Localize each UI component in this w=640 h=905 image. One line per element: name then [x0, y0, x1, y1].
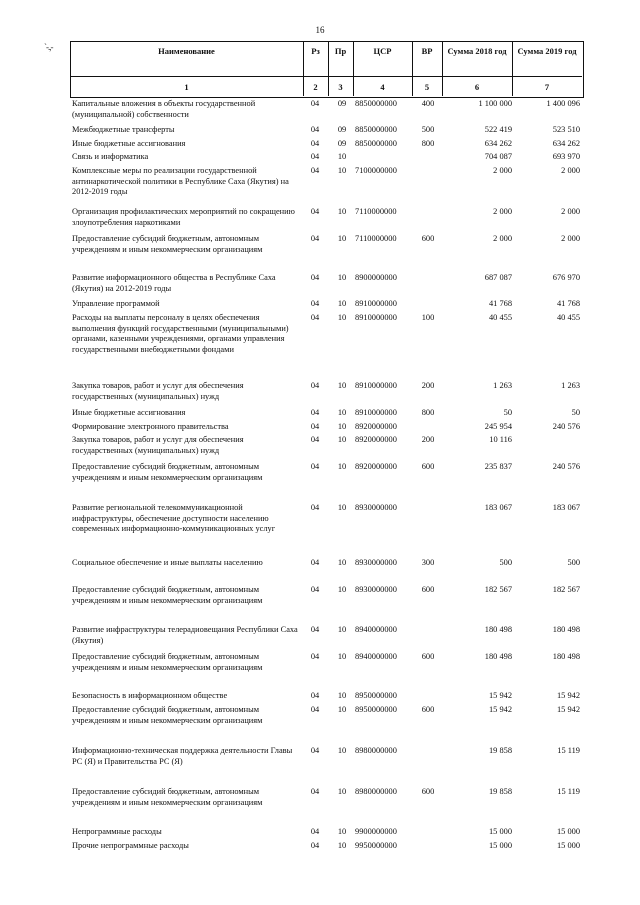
- row-name: Развитие инфраструктуры телерадиовещания Республики Саха (Якутия): [72, 625, 298, 645]
- row-rz: 04: [310, 125, 320, 134]
- row-sum-2019: 240 576: [552, 462, 580, 471]
- row-csr: 9900000000: [355, 827, 397, 836]
- row-sum-2019: 1 400 096: [546, 99, 580, 108]
- row-rz: 04: [310, 652, 320, 661]
- row-rz: 04: [310, 746, 320, 755]
- row-csr: 8910000000: [355, 381, 397, 390]
- row-pr: 10: [337, 558, 347, 567]
- row-sum-2018: 235 837: [484, 462, 512, 471]
- row-name: Предоставление субсидий бюджетным, автономным учреждениям и иным некоммерческим организациям: [72, 705, 263, 725]
- row-name: Формирование электронного правительства: [72, 422, 229, 431]
- row-name: Предоставление субсидий бюджетным, автономным учреждениям и иным некоммерческим организациям: [72, 652, 263, 672]
- row-vr: 800: [421, 139, 435, 148]
- row-csr: 8980000000: [355, 746, 397, 755]
- row-pr: 10: [337, 381, 347, 390]
- row-pr: 10: [337, 152, 347, 161]
- row-rz: 04: [310, 625, 320, 634]
- row-vr: 600: [421, 787, 435, 796]
- row-vr: 600: [421, 234, 435, 243]
- row-name: Предоставление субсидий бюджетным, автономным учреждениям и иным некоммерческим организациям: [72, 787, 263, 807]
- header-pr: Пр: [334, 46, 347, 56]
- row-csr: 8900000000: [355, 273, 397, 282]
- row-vr: 600: [421, 462, 435, 471]
- row-rz: 04: [310, 234, 320, 243]
- row-sum-2019: 693 970: [552, 152, 580, 161]
- col-number: 5: [424, 82, 430, 92]
- row-name: Комплексные меры по реализации государственной антинаркотической политики в Республике Саха (Якутия) на 2012-2019 годы: [72, 166, 289, 196]
- row-sum-2019: 41 768: [556, 299, 580, 308]
- row-pr: 10: [337, 299, 347, 308]
- row-sum-2019: 15 119: [557, 787, 580, 796]
- row-rz: 04: [310, 585, 320, 594]
- row-sum-2019: 15 119: [557, 746, 580, 755]
- row-csr: 8910000000: [355, 408, 397, 417]
- col-number: 1: [184, 82, 189, 92]
- row-name: Закупка товаров, работ и услуг для обеспечения государственных (муниципальных) нужд: [72, 435, 244, 455]
- header-divider: [70, 76, 582, 77]
- row-csr: 8850000000: [355, 139, 397, 148]
- col-number: 6: [474, 82, 480, 92]
- row-name: Социальное обеспечение и иные выплаты населению: [72, 558, 263, 567]
- row-sum-2019: 180 498: [552, 652, 580, 661]
- header-sum-2018: Сумма 2018 год: [447, 46, 507, 56]
- row-name: Связь и информатика: [72, 152, 149, 161]
- row-vr: 600: [421, 652, 435, 661]
- row-sum-2018: 2 000: [493, 234, 512, 243]
- row-sum-2018: 245 954: [484, 422, 512, 431]
- row-sum-2019: 15 000: [556, 827, 580, 836]
- row-pr: 10: [337, 787, 347, 796]
- row-name: Капитальные вложения в объекты государственной (муниципальной) собственности: [72, 99, 256, 119]
- row-pr: 10: [337, 166, 347, 175]
- row-sum-2018: 50: [503, 408, 512, 417]
- row-sum-2019: 15 942: [556, 691, 580, 700]
- row-rz: 04: [310, 435, 320, 444]
- row-rz: 04: [310, 705, 320, 714]
- row-name: Развитие региональной телекоммуникационной инфраструктуры, обеспечение доступности населению современных информационно-коммуникационных услуг: [72, 503, 276, 533]
- row-sum-2019: 40 455: [556, 313, 580, 322]
- row-sum-2018: 687 087: [484, 273, 512, 282]
- row-sum-2018: 10 116: [489, 435, 512, 444]
- row-sum-2019: 634 262: [552, 139, 580, 148]
- row-rz: 04: [310, 381, 320, 390]
- row-vr: 600: [421, 705, 435, 714]
- row-sum-2018: 182 567: [484, 585, 512, 594]
- row-csr: 7100000000: [355, 166, 397, 175]
- row-csr: 8910000000: [355, 299, 397, 308]
- row-sum-2018: 15 942: [488, 691, 512, 700]
- row-sum-2019: 2 000: [561, 166, 580, 175]
- row-sum-2018: 1 100 000: [478, 99, 512, 108]
- row-csr: 8850000000: [355, 99, 397, 108]
- row-sum-2018: 19 858: [488, 746, 512, 755]
- row-pr: 10: [337, 841, 347, 850]
- header-sum-2019: Сумма 2019 год: [517, 46, 577, 56]
- row-pr: 10: [337, 746, 347, 755]
- row-sum-2018: 2 000: [493, 166, 512, 175]
- row-vr: 600: [421, 585, 435, 594]
- row-name: Предоставление субсидий бюджетным, автономным учреждениям и иным некоммерческим организациям: [72, 585, 263, 605]
- row-csr: 8940000000: [355, 625, 397, 634]
- row-sum-2019: 676 970: [552, 273, 580, 282]
- row-pr: 10: [337, 652, 347, 661]
- row-rz: 04: [310, 313, 320, 322]
- row-sum-2018: 15 000: [488, 827, 512, 836]
- row-rz: 04: [310, 299, 320, 308]
- row-rz: 04: [310, 462, 320, 471]
- row-name: Информационно-техническая поддержка деятельности Главы РС (Я) и Правительства РС (Я): [72, 746, 293, 766]
- row-rz: 04: [310, 408, 320, 417]
- row-csr: 8950000000: [355, 691, 397, 700]
- row-name: Непрограммные расходы: [72, 827, 162, 836]
- row-pr: 10: [337, 408, 347, 417]
- row-sum-2019: 500: [567, 558, 580, 567]
- header-csr: ЦСР: [373, 46, 392, 56]
- row-sum-2019: 1 263: [561, 381, 580, 390]
- row-pr: 10: [337, 273, 347, 282]
- row-rz: 04: [310, 422, 320, 431]
- row-csr: 8940000000: [355, 652, 397, 661]
- row-csr: 8910000000: [355, 313, 397, 322]
- row-vr: 800: [421, 408, 435, 417]
- row-pr: 10: [337, 827, 347, 836]
- row-vr: 200: [421, 435, 435, 444]
- row-csr: 7110000000: [355, 207, 397, 216]
- row-name: Управление программой: [72, 299, 160, 308]
- row-name: Предоставление субсидий бюджетным, автономным учреждениям и иным некоммерческим организациям: [72, 462, 263, 482]
- row-pr: 09: [337, 99, 347, 108]
- row-name: Предоставление субсидий бюджетным, автономным учреждениям и иным некоммерческим организациям: [72, 234, 263, 254]
- row-vr: 100: [421, 313, 435, 322]
- col-number: 4: [380, 82, 385, 92]
- col-number: 7: [544, 82, 550, 92]
- row-rz: 04: [310, 787, 320, 796]
- row-rz: 04: [310, 166, 320, 175]
- header-rz: Рз: [311, 46, 320, 56]
- row-sum-2019: 15 000: [556, 841, 580, 850]
- row-pr: 10: [337, 422, 347, 431]
- row-pr: 09: [337, 139, 347, 148]
- row-sum-2019: 2 000: [561, 207, 580, 216]
- row-name: Иные бюджетные ассигнования: [72, 408, 186, 417]
- row-rz: 04: [310, 827, 320, 836]
- row-pr: 10: [337, 207, 347, 216]
- row-sum-2019: 15 942: [556, 705, 580, 714]
- row-sum-2018: 2 000: [493, 207, 512, 216]
- row-csr: 8920000000: [355, 462, 397, 471]
- row-csr: 8850000000: [355, 125, 397, 134]
- row-sum-2018: 15 000: [488, 841, 512, 850]
- row-sum-2018: 634 262: [484, 139, 512, 148]
- row-rz: 04: [310, 503, 320, 512]
- row-csr: 8950000000: [355, 705, 397, 714]
- row-csr: 8980000000: [355, 787, 397, 796]
- row-pr: 10: [337, 503, 347, 512]
- row-pr: 10: [337, 435, 347, 444]
- page-number: 16: [315, 25, 325, 35]
- row-sum-2019: 182 567: [552, 585, 580, 594]
- row-sum-2018: 180 498: [484, 652, 512, 661]
- row-sum-2018: 183 067: [484, 503, 512, 512]
- row-sum-2018: 1 263: [493, 381, 512, 390]
- row-pr: 10: [337, 234, 347, 243]
- row-rz: 04: [310, 841, 320, 850]
- row-pr: 10: [337, 691, 347, 700]
- row-sum-2019: 523 510: [552, 125, 580, 134]
- row-rz: 04: [310, 558, 320, 567]
- row-sum-2018: 19 858: [488, 787, 512, 796]
- row-sum-2018: 15 942: [488, 705, 512, 714]
- row-name: Закупка товаров, работ и услуг для обеспечения государственных (муниципальных) нужд: [72, 381, 244, 401]
- row-sum-2018: 704 087: [484, 152, 512, 161]
- row-rz: 04: [310, 207, 320, 216]
- row-sum-2019: 180 498: [552, 625, 580, 634]
- row-name: Межбюджетные трансферты: [72, 125, 175, 134]
- row-pr: 10: [337, 705, 347, 714]
- row-vr: 500: [421, 125, 435, 134]
- row-rz: 04: [310, 139, 320, 148]
- header-vr: ВР: [421, 46, 433, 56]
- row-csr: 8920000000: [355, 422, 397, 431]
- row-pr: 10: [337, 313, 347, 322]
- row-pr: 10: [337, 462, 347, 471]
- row-sum-2019: 50: [571, 408, 580, 417]
- row-csr: 7110000000: [355, 234, 397, 243]
- row-vr: 400: [421, 99, 435, 108]
- row-sum-2018: 180 498: [484, 625, 512, 634]
- row-sum-2019: 2 000: [561, 234, 580, 243]
- row-csr: 8930000000: [355, 503, 397, 512]
- row-rz: 04: [310, 152, 320, 161]
- row-rz: 04: [310, 273, 320, 282]
- row-pr: 10: [337, 625, 347, 634]
- margin-mark: `-.,-: [44, 42, 53, 52]
- row-name: Иные бюджетные ассигнования: [72, 139, 186, 148]
- row-csr: 8930000000: [355, 585, 397, 594]
- row-rz: 04: [310, 99, 320, 108]
- row-name: Безопасность в информационном обществе: [72, 691, 228, 700]
- header-name: Наименование: [158, 46, 215, 56]
- row-name: Прочие непрограммные расходы: [72, 841, 189, 850]
- row-csr: 8920000000: [355, 435, 397, 444]
- col-number: 3: [338, 82, 343, 92]
- row-sum-2019: 240 576: [552, 422, 580, 431]
- row-name: Развитие информационного общества в Республике Саха (Якутия) на 2012-2019 годы: [72, 273, 276, 293]
- row-sum-2018: 522 419: [484, 125, 512, 134]
- row-sum-2018: 500: [499, 558, 512, 567]
- row-name: Организация профилактических мероприятий по сокращению злоупотребления наркотиками: [72, 207, 295, 227]
- row-vr: 300: [421, 558, 435, 567]
- col-number: 2: [313, 82, 318, 92]
- table-header: [70, 41, 584, 98]
- row-sum-2018: 40 455: [488, 313, 512, 322]
- row-csr: 8930000000: [355, 558, 397, 567]
- row-vr: 200: [421, 381, 435, 390]
- row-pr: 10: [337, 585, 347, 594]
- row-sum-2019: 183 067: [552, 503, 580, 512]
- row-rz: 04: [310, 691, 320, 700]
- row-sum-2018: 41 768: [488, 299, 512, 308]
- row-pr: 09: [337, 125, 347, 134]
- row-csr: 9950000000: [355, 841, 397, 850]
- row-name: Расходы на выплаты персоналу в целях обеспечения выполнения функций государственными (муниципальными) органами, казенными учреждениями, органами управления государственными внебюджетными фондами: [72, 313, 289, 354]
